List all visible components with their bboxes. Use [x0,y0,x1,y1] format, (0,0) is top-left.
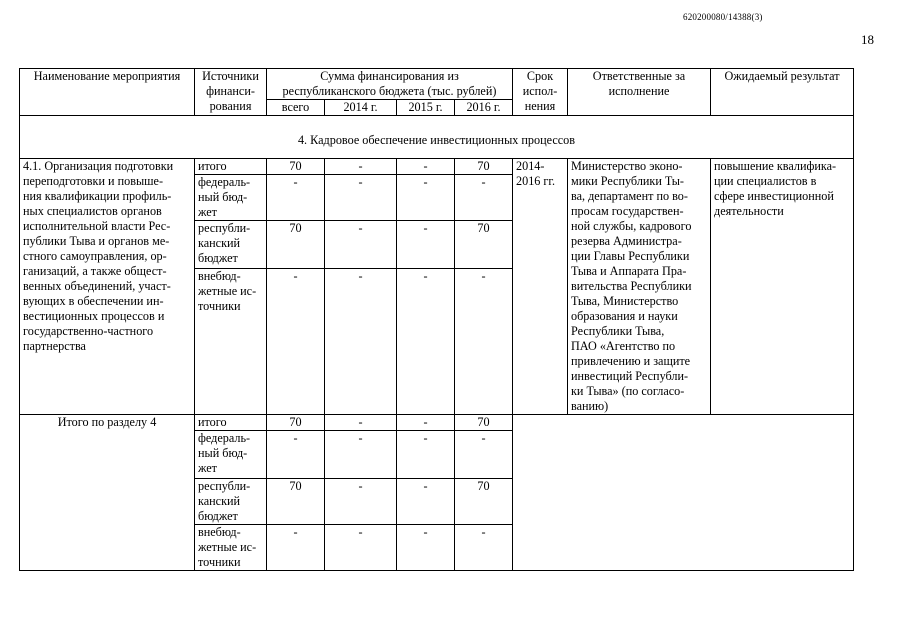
value-total: 70 [267,159,325,175]
header-2016: 2016 г. [455,100,513,116]
responsible-line: ции Главы Республики [571,249,690,263]
value-2014: - [325,415,397,431]
responsible-line: ПАО «Агентство по [571,339,676,353]
value-2014: - [325,221,397,269]
item-name-line: 4.1. Организация подготовки [23,159,174,173]
header-2014: 2014 г. [325,100,397,116]
value-2016: - [455,431,513,479]
responsible-line: резерва Администра- [571,234,682,248]
source-cell [195,525,267,571]
header-term-line: нения [524,99,556,113]
value-2015: - [397,431,455,479]
value-2016: - [455,175,513,221]
source-line: республи- [198,479,251,493]
total-label-cell [20,415,195,571]
value-2015: - [397,525,455,571]
item-name-cell [20,159,195,415]
source-cell [195,269,267,415]
value-2014: - [325,525,397,571]
page-number: 18 [861,32,874,47]
value-2015: - [397,415,455,431]
responsible-line: Республики Тыва, [571,324,665,338]
value-total: 70 [267,415,325,431]
header-2015: 2015 г. [397,100,455,116]
header-sum [267,69,513,100]
item-name-line: венных объединений, участ- [23,279,171,293]
source-line: канский [198,236,241,250]
header-term [513,69,568,116]
value-2016: 70 [455,479,513,525]
source-cell [195,159,267,175]
source-cell [195,431,267,479]
source-cell [195,221,267,269]
source-line: бюджет [198,251,238,265]
source-cell [195,175,267,221]
source-line: жетные ис- [198,284,257,298]
item-name-line: ных специалистов органов [23,204,162,218]
item-name-line: вестиционных процессов и [23,309,165,323]
header-sources-line: Источники [202,69,259,83]
item-name-line: стного самоуправления, ор- [23,249,167,263]
responsible-line: ва, департамент по во- [571,189,688,203]
responsible-line: ной службы, кадрового [571,219,692,233]
header-sum-line: Сумма финансирования из [320,69,459,83]
table-row [20,159,854,175]
value-2016: - [455,525,513,571]
value-2014: - [325,159,397,175]
term-line: 2016 гг. [516,174,556,188]
value-2014: - [325,175,397,221]
result-line: ции специалистов в [714,174,817,188]
header-total: всего [267,100,325,116]
value-2016: 70 [455,221,513,269]
result-line: повышение квалифика- [714,159,837,173]
value-2016: - [455,269,513,415]
responsible-cell [568,159,711,415]
section-row [20,116,854,159]
value-2016: 70 [455,159,513,175]
header-name: Наименование мероприятия [20,69,195,116]
header-responsible-line: Ответственные за [592,69,686,83]
responsible-line: образования и науки [571,309,678,323]
source-line: республи- [198,221,251,235]
responsible-line: вительства Республики [571,279,692,293]
item-name-line: вующих в обеспечении ин- [23,294,164,308]
value-total: - [267,175,325,221]
value-total: - [267,269,325,415]
header-sum-line: республиканского бюджета (тыс. рублей) [282,84,497,98]
item-name-line: партнерства [23,339,86,353]
value-2014: - [325,431,397,479]
responsible-line: Тыва, Министерство [571,294,679,308]
source-cell [195,479,267,525]
responsible-line: просам государствен- [571,204,684,218]
item-name-line: исполнительной власти Рес- [23,219,171,233]
table-row [20,415,854,431]
document-code: 620200080/14388(3) [683,12,763,22]
header-term-line: Срок [526,69,554,83]
responsible-line: инвестиций Республи- [571,369,689,383]
item-name-line: публики Тыва и органов ме- [23,234,170,248]
source-line: канский [198,494,241,508]
header-term-line: испол- [522,84,558,98]
responsible-line: ванию) [571,399,609,413]
header-sources-line: финанси- [206,84,255,98]
responsible-line: Тыва и Аппарата Пра- [571,264,687,278]
financing-table [19,68,854,571]
value-2015: - [397,159,455,175]
responsible-line: мики Республики Ты- [571,174,684,188]
source-line: жетные ис- [198,540,257,554]
item-name-line: переподготовки и повыше- [23,174,164,188]
source-line: жет [198,205,217,219]
header-sources-line: рования [209,99,252,113]
source-line: точники [198,555,241,569]
source-cell [195,415,267,431]
header-row [20,69,854,100]
value-2015: - [397,269,455,415]
source-line: ный бюд- [198,190,248,204]
source-line: точники [198,299,241,313]
empty-cell [513,415,854,571]
item-name-line: ганизаций, а также общест- [23,264,167,278]
section-title: 4. Кадровое обеспечение инвестиционных процессов [20,116,854,159]
result-cell [711,159,854,415]
value-2015: - [397,175,455,221]
responsible-line: привлечению и защите [571,354,691,368]
result-line: деятельности [714,204,784,218]
value-total: - [267,431,325,479]
source-line: бюджет [198,509,238,523]
source-line: внебюд- [198,269,241,283]
source-line: внебюд- [198,525,241,539]
value-2014: - [325,269,397,415]
responsible-line: Министерство эконо- [571,159,683,173]
value-2016: 70 [455,415,513,431]
item-name-line: ния квалификации профиль- [23,189,172,203]
responsible-line: ки Тыва» (по согласо- [571,384,685,398]
term-line: 2014- [516,159,545,173]
source-line: итого [198,415,227,429]
item-name-line: государственно-частного [23,324,154,338]
value-total: 70 [267,221,325,269]
value-2015: - [397,479,455,525]
value-total: 70 [267,479,325,525]
header-result: Ожидаемый результат [711,69,854,116]
value-2014: - [325,479,397,525]
value-2015: - [397,221,455,269]
source-line: жет [198,461,217,475]
result-line: сфере инвестиционной [714,189,834,203]
header-responsible [568,69,711,116]
header-sources [195,69,267,116]
value-total: - [267,525,325,571]
term-cell [513,159,568,415]
total-label: Итого по разделу 4 [57,415,157,429]
source-line: федераль- [198,175,251,189]
source-line: итого [198,159,227,173]
header-responsible-line: исполнение [608,84,670,98]
source-line: ный бюд- [198,446,248,460]
source-line: федераль- [198,431,251,445]
